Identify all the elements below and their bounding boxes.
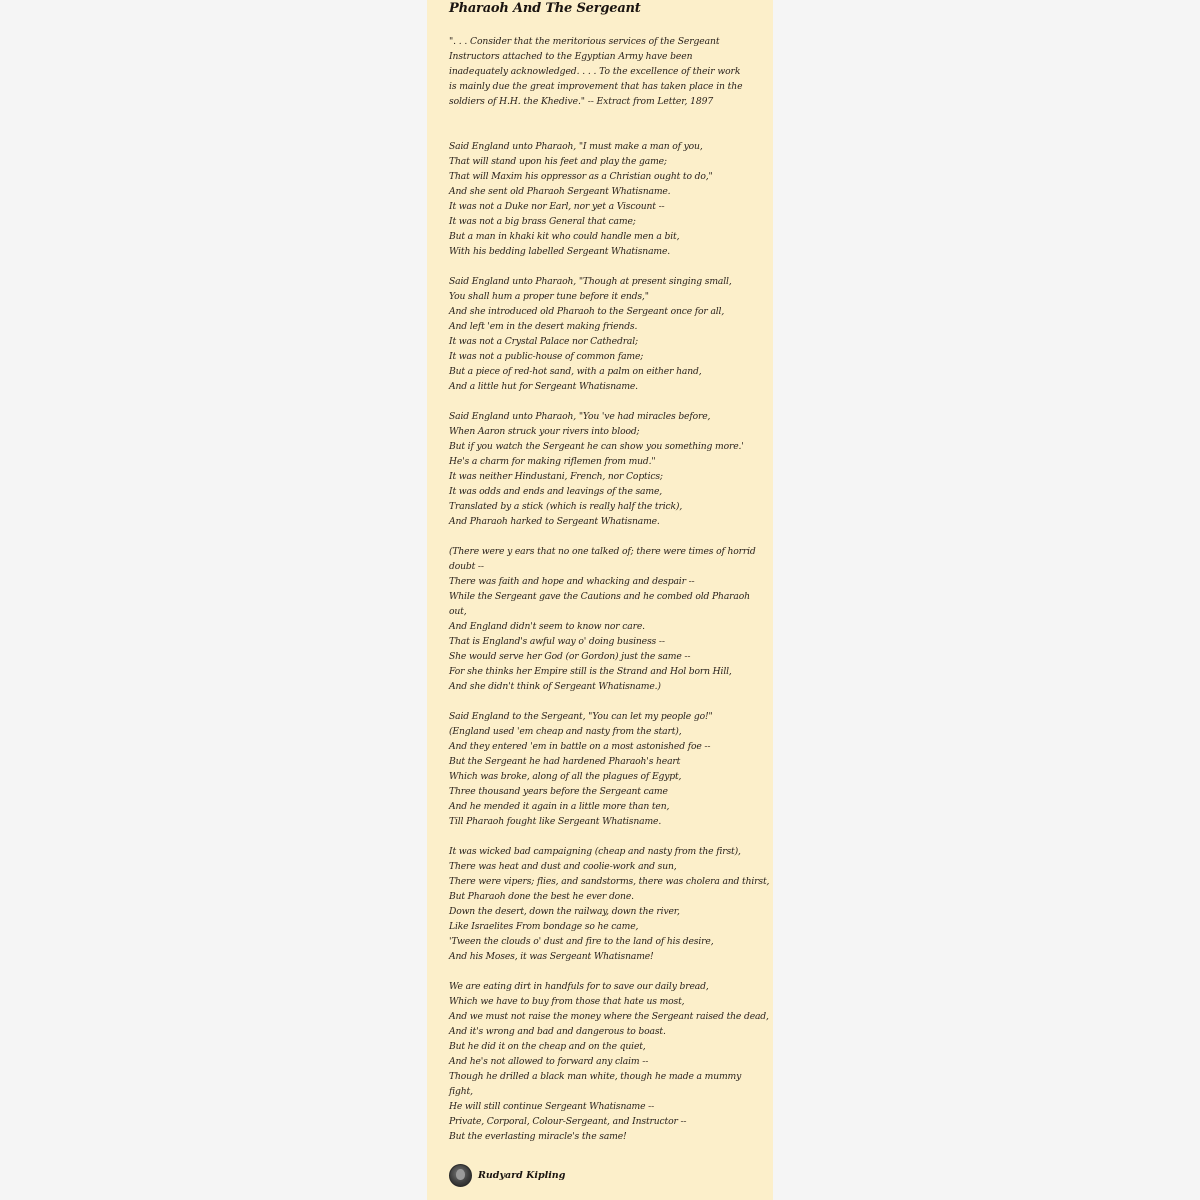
poem-line: (There were y ears that no one talked of; there were times of horrid bbox=[449, 546, 756, 557]
poem-line: And he mended it again in a little more than ten, bbox=[449, 801, 670, 812]
poem-line: With his bedding labelled Sergeant Whatisname. bbox=[449, 246, 671, 257]
poem-stanza bbox=[449, 709, 751, 829]
poem-stanza bbox=[449, 274, 751, 394]
poem-line: It was not a Crystal Palace nor Cathedral; bbox=[449, 336, 638, 347]
poem-line: There was heat and dust and coolie-work and sun, bbox=[449, 861, 677, 872]
poem-line: And he's not allowed to forward any claim -- bbox=[449, 1056, 649, 1067]
poem-line: Said England unto Pharaoh, "I must make a man of you, bbox=[449, 141, 703, 152]
poem-line: And it's wrong and bad and dangerous to boast. bbox=[449, 1026, 666, 1037]
poem-line: It was not a public-house of common fame; bbox=[449, 351, 644, 362]
poem-line: And we must not raise the money where the Sergeant raised the dead, bbox=[449, 1011, 769, 1022]
poem-line: And they entered 'em in battle on a most astonished foe -- bbox=[449, 741, 711, 752]
poem-line: Translated by a stick (which is really half the trick), bbox=[449, 501, 683, 512]
poem-line: Though he drilled a black man white, though he made a mummy bbox=[449, 1071, 742, 1082]
poem-line: He will still continue Sergeant Whatisname -- bbox=[449, 1101, 655, 1112]
poem-line: But a man in khaki kit who could handle men a bit, bbox=[449, 231, 680, 242]
poem-line: Said England unto Pharaoh, "Though at present singing small, bbox=[449, 276, 732, 287]
poem-line: 'Tween the clouds o' dust and fire to the land of his desire, bbox=[449, 936, 714, 947]
poem-line: Said England to the Sergeant, "You can let my people go!" bbox=[449, 711, 713, 722]
author-name[interactable]: Rudyard Kipling bbox=[478, 1170, 566, 1181]
poem-line: It was not a Duke nor Earl, nor yet a Viscount -- bbox=[449, 201, 665, 212]
poem-line: But the everlasting miracle's the same! bbox=[449, 1131, 627, 1142]
poem-line: Three thousand years before the Sergeant came bbox=[449, 786, 668, 797]
poem-title: Pharaoh And The Sergeant bbox=[449, 1, 641, 16]
poem-line: But the Sergeant he had hardened Pharaoh's heart bbox=[449, 756, 681, 767]
poem-line: And England didn't seem to know nor care. bbox=[449, 621, 645, 632]
poem-line: But he did it on the cheap and on the quiet, bbox=[449, 1041, 646, 1052]
poem-line: out, bbox=[449, 606, 467, 617]
poem-line: He's a charm for making riflemen from mud." bbox=[449, 456, 656, 467]
poem-stanza bbox=[449, 844, 770, 964]
author-portrait-icon[interactable] bbox=[449, 1164, 472, 1187]
poem-line: That will stand upon his feet and play the game; bbox=[449, 156, 667, 167]
poem-stanza bbox=[449, 409, 751, 529]
poem-line: And she sent old Pharaoh Sergeant Whatisname. bbox=[449, 186, 671, 197]
poem-line: While the Sergeant gave the Cautions and he combed old Pharaoh bbox=[449, 591, 750, 602]
poem-epigraph: ". . . Consider that the meritorious services of the Sergeant Instructors attached to the Egyptian Army have been inadequately acknowledged. . . . To the excellence of their work is mainly due the great improvement that has taken place in the soldiers of H.H. the Khedive." -- Extract from Letter, 1897 bbox=[449, 36, 743, 107]
poem-line: We are eating dirt in handfuls for to save our daily bread, bbox=[449, 981, 709, 992]
poem-line: She would serve her God (or Gordon) just the same -- bbox=[449, 651, 691, 662]
poem-line: Which we have to buy from those that hate us most, bbox=[449, 996, 685, 1007]
poem-line: For she thinks her Empire still is the Strand and Hol born Hill, bbox=[449, 666, 732, 677]
poem-line: doubt -- bbox=[449, 561, 484, 572]
poem-line: Which was broke, along of all the plagues of Egypt, bbox=[449, 771, 682, 782]
poem-line: That will Maxim his oppressor as a Christian ought to do," bbox=[449, 171, 713, 182]
poem-line: Said England unto Pharaoh, "You 've had miracles before, bbox=[449, 411, 711, 422]
poem-line: (England used 'em cheap and nasty from the start), bbox=[449, 726, 682, 737]
poem-line: You shall hum a proper tune before it ends," bbox=[449, 291, 649, 302]
poem-body bbox=[449, 139, 770, 1159]
poem-line: Private, Corporal, Colour-Sergeant, and Instructor -- bbox=[449, 1116, 687, 1127]
poem-line: It was wicked bad campaigning (cheap and nasty from the first), bbox=[449, 846, 741, 857]
poem-stanza bbox=[449, 544, 756, 694]
poem-line: But Pharaoh done the best he ever done. bbox=[449, 891, 634, 902]
poem-line: Down the desert, down the railway, down the river, bbox=[449, 906, 680, 917]
poem-line: And a little hut for Sergeant Whatisname. bbox=[449, 381, 638, 392]
poem-card bbox=[427, 0, 773, 1200]
poem-line: That is England's awful way o' doing business -- bbox=[449, 636, 665, 647]
poem-line: And left 'em in the desert making friends. bbox=[449, 321, 638, 332]
poem-stanza bbox=[449, 979, 769, 1144]
poem-line: There was faith and hope and whacking and despair -- bbox=[449, 576, 695, 587]
poem-line: It was not a big brass General that came; bbox=[449, 216, 636, 227]
author-block[interactable] bbox=[449, 1164, 565, 1187]
poem-line: Like Israelites From bondage so he came, bbox=[449, 921, 639, 932]
poem-line: Till Pharaoh fought like Sergeant Whatisname. bbox=[449, 816, 662, 827]
poem-line: There were vipers; flies, and sandstorms, there was cholera and thirst, bbox=[449, 876, 770, 887]
poem-stanza bbox=[449, 139, 751, 259]
poem-line: It was odds and ends and leavings of the same, bbox=[449, 486, 663, 497]
poem-line: But a piece of red-hot sand, with a palm on either hand, bbox=[449, 366, 702, 377]
poem-line: And his Moses, it was Sergeant Whatisname! bbox=[449, 951, 654, 962]
poem-line: It was neither Hindustani, French, nor Coptics; bbox=[449, 471, 663, 482]
poem-line: And she introduced old Pharaoh to the Sergeant once for all, bbox=[449, 306, 725, 317]
poem-line: But if you watch the Sergeant he can show you something more.' bbox=[449, 441, 744, 452]
poem-line: When Aaron struck your rivers into blood; bbox=[449, 426, 640, 437]
poem-line: fight, bbox=[449, 1086, 473, 1097]
poem-line: And Pharaoh harked to Sergeant Whatisname. bbox=[449, 516, 660, 527]
poem-line: And she didn't think of Sergeant Whatisname.) bbox=[449, 681, 661, 692]
